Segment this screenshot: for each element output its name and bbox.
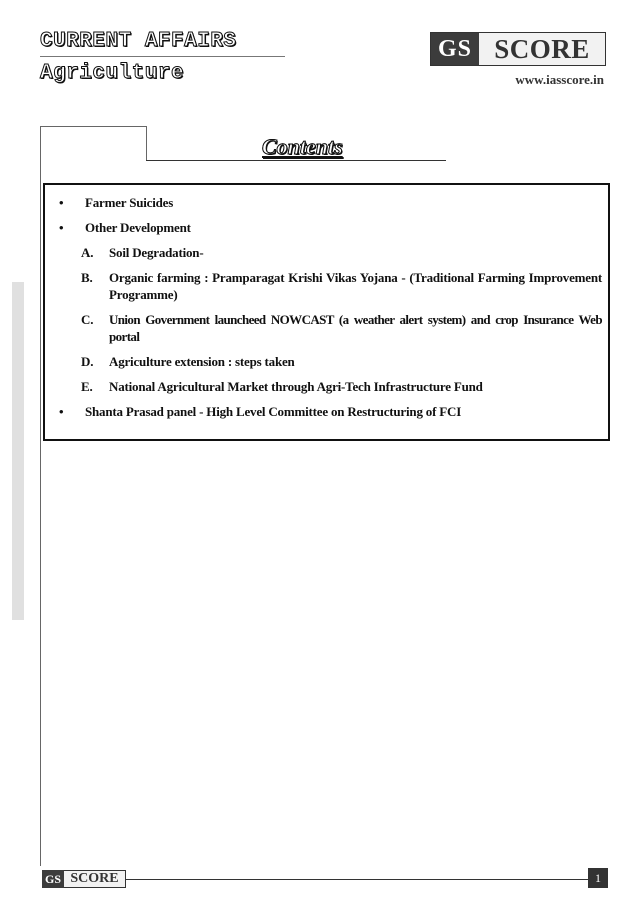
footer-logo bbox=[42, 870, 126, 888]
document-title: CURRENT AFFAIRS bbox=[40, 30, 237, 53]
letter-marker: B. bbox=[81, 270, 93, 285]
footer-logo-score: SCORE bbox=[64, 870, 126, 888]
contents-tab-right bbox=[146, 126, 147, 160]
toc-text: Soil Degradation- bbox=[109, 245, 204, 260]
footer-logo-gs: GS bbox=[42, 870, 64, 888]
gs-score-logo bbox=[430, 32, 606, 66]
bullet-marker: • bbox=[59, 220, 64, 235]
toc-text: Agriculture extension : steps taken bbox=[109, 354, 295, 369]
title-rule bbox=[40, 56, 285, 57]
side-decor-bar bbox=[12, 282, 24, 620]
toc-text: Farmer Suicides bbox=[85, 195, 174, 210]
contents-tab-top bbox=[40, 126, 146, 127]
letter-marker: D. bbox=[81, 354, 94, 369]
toc-text: Organic farming : Pramparagat Krishi Vikas Yojana - (Traditional Farming Improvement Programme) bbox=[109, 270, 602, 302]
contents-heading: Contents bbox=[262, 134, 343, 159]
page-number: 1 bbox=[588, 868, 608, 888]
website-url[interactable]: www.iasscore.in bbox=[515, 72, 604, 87]
logo-score-text: SCORE bbox=[479, 33, 605, 65]
logo-gs-text: GS bbox=[431, 33, 479, 65]
letter-marker: C. bbox=[81, 312, 94, 327]
toc-text: National Agricultural Market through Agri-Tech Infrastructure Fund bbox=[109, 379, 483, 394]
contents-heading-rule bbox=[146, 160, 446, 161]
bullet-marker: • bbox=[59, 195, 64, 210]
toc-text: Other Development bbox=[85, 220, 191, 235]
toc-text: Union Government launcheed NOWCAST (a weather alert system) and crop Insurance Web portal bbox=[109, 312, 602, 344]
bullet-marker: • bbox=[59, 404, 64, 419]
letter-marker: E. bbox=[81, 379, 93, 394]
toc-text: Shanta Prasad panel - High Level Committee on Restructuring of FCI bbox=[85, 404, 462, 419]
left-margin-line bbox=[40, 126, 41, 866]
letter-marker: A. bbox=[81, 245, 94, 260]
document-subtitle: Agriculture bbox=[40, 62, 185, 85]
contents-box bbox=[43, 183, 610, 441]
footer-rule bbox=[126, 879, 588, 880]
